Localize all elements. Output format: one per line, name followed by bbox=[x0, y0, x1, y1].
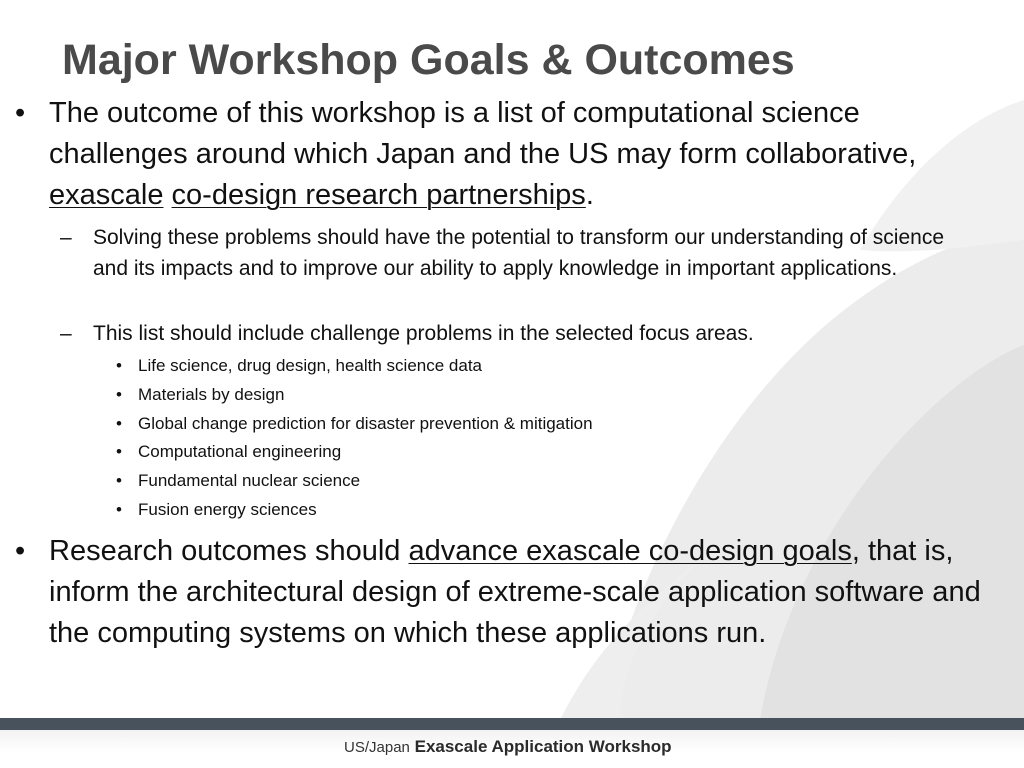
bullet-text: The outcome of this workshop is a list of computational science challenges around which Japan and the US may form collaborative, bbox=[49, 97, 917, 170]
link-exascale[interactable]: exascale bbox=[49, 179, 164, 211]
focus-area-text: Computational engineering bbox=[138, 442, 342, 461]
bullet-marker: • bbox=[116, 356, 122, 375]
subbullet-text: This list should include challenge problems in the selected focus areas. bbox=[93, 322, 754, 345]
bullet-marker: • bbox=[116, 500, 122, 519]
subbullet-challenge-problems bbox=[60, 318, 973, 349]
dash-marker: – bbox=[60, 226, 72, 249]
focus-area-item bbox=[116, 499, 317, 521]
focus-area-item bbox=[116, 441, 342, 463]
bullet-research-outcomes bbox=[15, 531, 994, 654]
focus-area-item bbox=[116, 355, 483, 377]
bullet-text: Research outcomes should bbox=[49, 535, 409, 567]
footer-title bbox=[344, 737, 672, 757]
focus-area-text: Materials by design bbox=[138, 385, 285, 404]
focus-area-text: Fundamental nuclear science bbox=[138, 471, 361, 490]
bullet-marker: • bbox=[116, 471, 122, 490]
link-codesign-goals[interactable]: advance exascale co-design goals bbox=[408, 535, 852, 567]
bullet-text-end: , that is, inform the architectural design of extreme-scale application software and the computing systems on which these applications run. bbox=[49, 535, 981, 649]
footer-main: Exascale Application Workshop bbox=[414, 737, 672, 756]
focus-area-item bbox=[116, 470, 361, 492]
bullet-marker: • bbox=[116, 414, 122, 433]
footer-prefix: US/Japan bbox=[344, 739, 410, 756]
link-codesign-partnerships[interactable]: co-design research partnerships bbox=[171, 179, 586, 211]
bullet-marker: • bbox=[15, 97, 26, 129]
focus-area-item bbox=[116, 384, 285, 406]
focus-area-text: Global change prediction for disaster prevention & mitigation bbox=[138, 414, 593, 433]
dash-marker: – bbox=[60, 322, 72, 345]
subbullet-transform-understanding bbox=[60, 222, 973, 284]
bullet-marker: • bbox=[116, 385, 122, 404]
slide-title: Major Workshop Goals & Outcomes bbox=[62, 36, 795, 84]
bullet-workshop-outcome bbox=[15, 93, 994, 216]
focus-area-text: Fusion energy sciences bbox=[138, 500, 317, 519]
bullet-marker: • bbox=[116, 442, 122, 461]
subbullet-text: Solving these problems should have the potential to transform our understanding of science and its impacts and to improve our ability to apply knowledge in important applications. bbox=[93, 226, 945, 280]
focus-area-item bbox=[116, 413, 593, 435]
footer-bar bbox=[0, 718, 1024, 730]
focus-area-text: Life science, drug design, health science data bbox=[138, 356, 483, 375]
bullet-marker: • bbox=[15, 535, 26, 567]
bullet-text-end: . bbox=[585, 179, 594, 211]
